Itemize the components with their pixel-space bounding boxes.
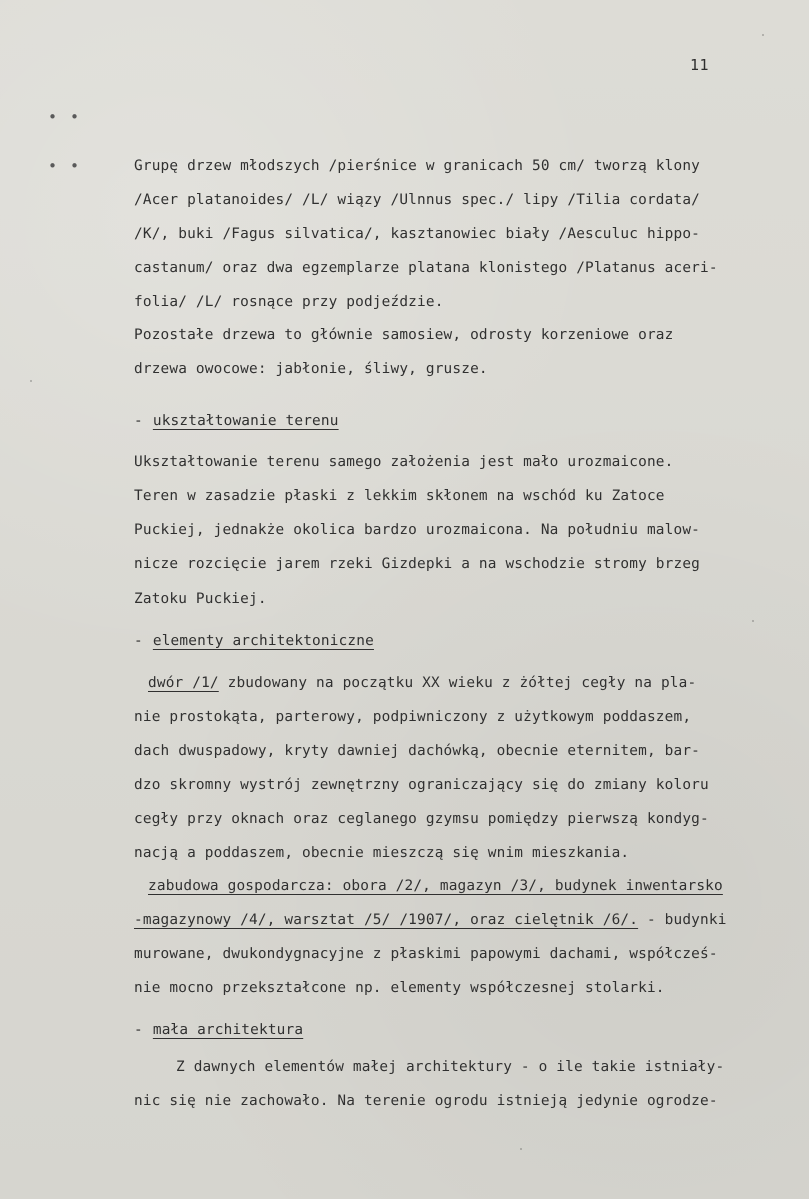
- underlined-lead: dwór /1/: [148, 675, 219, 691]
- heading-dash: -: [134, 633, 143, 649]
- paragraph-line: folia/ /L/ rosnące przy podjeździe.: [134, 294, 444, 310]
- paragraph-line: nacją a poddaszem, obecnie mieszczą się wnim mieszkania.: [134, 845, 630, 861]
- paragraph-line: Zatoku Puckiej.: [134, 591, 267, 607]
- section-heading: [134, 414, 339, 428]
- underlined-lead: -magazynowy /4/, warsztat /5/ /1907/, oraz cielętnik /6/.: [134, 912, 639, 928]
- paragraph-line: Z dawnych elementów małej architektury - o ile takie istniały-: [176, 1059, 725, 1075]
- paper-speck: [520, 1148, 522, 1150]
- paragraph-line: Grupę drzew młodszych /pierśnice w granicach 50 cm/ tworzą klony: [134, 158, 701, 174]
- page-number: 11: [690, 56, 710, 74]
- paragraph-line: nie prostokąta, parterowy, podpiwniczony z użytkowym poddaszem,: [134, 709, 692, 725]
- margin-mark: • •: [48, 108, 82, 126]
- heading-dash: -: [134, 413, 143, 429]
- paper-speck: [752, 620, 754, 622]
- paragraph-line: drzewa owocowe: jabłonie, śliwy, grusze.: [134, 361, 488, 377]
- line-text: - budynki: [638, 912, 727, 928]
- paragraph-line: [148, 676, 696, 690]
- heading-title: ukształtowanie terenu: [152, 413, 339, 429]
- paragraph-line: castanum/ oraz dwa egzemplarze platana klonistego /Platanus aceri-: [134, 260, 718, 276]
- heading-title: mała architektura: [152, 1022, 304, 1038]
- paper-speck: [762, 34, 764, 36]
- underlined-lead: zabudowa gospodarcza: obora /2/, magazyn /3/, budynek inwentarsko: [148, 878, 723, 894]
- paragraph-line: /Acer platanoides/ /L/ wiązy /Ulnnus spec./ lipy /Tilia cordata/: [134, 192, 701, 208]
- paragraph-line: /K/, buki /Fagus silvatica/, kasztanowiec biały /Aesculuc hippo-: [134, 226, 701, 242]
- paragraph-line: nic się nie zachowało. Na terenie ogrodu istnieją jedynie ogrodze-: [134, 1093, 718, 1109]
- paragraph-line: [148, 879, 723, 893]
- paragraph-line: dzo skromny wystrój zewnętrzny ograniczający się do zmiany koloru: [134, 777, 709, 793]
- section-heading: [134, 634, 374, 648]
- paragraph-line: nicze rozcięcie jarem rzeki Gizdepki a na wschodzie stromy brzeg: [134, 556, 701, 572]
- paragraph-line: murowane, dwukondygnacyjne z płaskimi papowymi dachami, współcześ-: [134, 946, 718, 962]
- paragraph-line: Pozostałe drzewa to głównie samosiew, odrosty korzeniowe oraz: [134, 327, 674, 343]
- paper-speck: [30, 380, 32, 382]
- margin-mark: • •: [48, 157, 82, 175]
- line-text: zbudowany na początku XX wieku z żółtej cegły na pla-: [218, 675, 697, 691]
- paragraph-line: cegły przy oknach oraz ceglanego gzymsu pomiędzy pierwszą kondyg-: [134, 811, 709, 827]
- heading-dash: -: [134, 1022, 143, 1038]
- paragraph-line: Teren w zasadzie płaski z lekkim skłonem na wschód ku Zatoce: [134, 488, 665, 504]
- paragraph-line: [134, 913, 727, 927]
- paragraph-line: Ukształtowanie terenu samego założenia jest mało urozmaicone.: [134, 454, 674, 470]
- paragraph-line: Puckiej, jednakże okolica bardzo urozmaicona. Na południu malow-: [134, 522, 701, 538]
- heading-title: elementy architektoniczne: [152, 633, 374, 649]
- paragraph-line: dach dwuspadowy, kryty dawniej dachówką, obecnie eternitem, bar-: [134, 743, 701, 759]
- paragraph-line: nie mocno przekształcone np. elementy współczesnej stolarki.: [134, 980, 665, 996]
- section-heading: [134, 1023, 303, 1037]
